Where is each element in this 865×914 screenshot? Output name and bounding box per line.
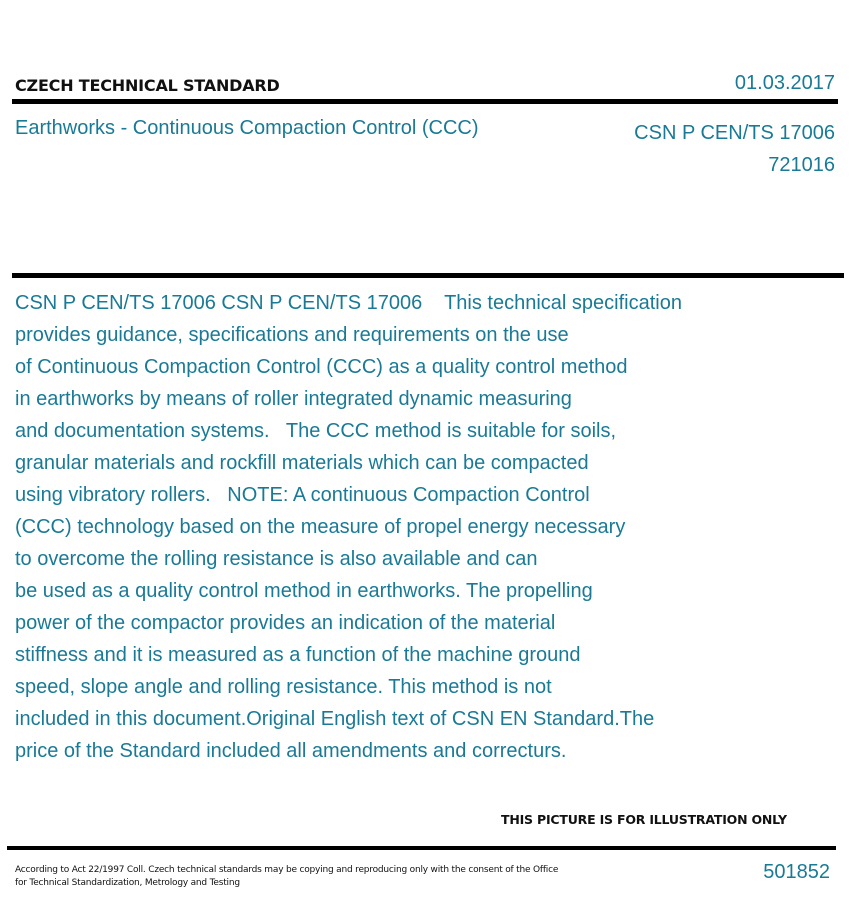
header-title: CZECH TECHNICAL STANDARD [15, 76, 280, 95]
header-date: 01.03.2017 [734, 72, 835, 94]
body-line: of Continuous Compaction Control (CCC) as a quality control method [15, 356, 628, 378]
body-text [15, 287, 745, 767]
middle-divider [12, 273, 844, 278]
footer-legal-text [15, 864, 558, 889]
body-line: and documentation systems. The CCC method is suitable for soils, [15, 420, 617, 442]
illustration-note: THIS PICTURE IS FOR ILLUSTRATION ONLY [501, 812, 787, 827]
body-line: in earthworks by means of roller integrated dynamic measuring [15, 388, 572, 410]
body-line: to overcome the rolling resistance is also available and can [15, 548, 538, 570]
body-line: using vibratory rollers. NOTE: A continuous Compaction Control [15, 484, 590, 506]
body-line: included in this document.Original English text of CSN EN Standard.The [15, 708, 655, 730]
class-code: 721016 [768, 154, 835, 176]
footer-number: 501852 [763, 861, 830, 883]
body-line: stiffness and it is measured as a function of the machine ground [15, 644, 581, 666]
body-line: speed, slope angle and rolling resistance. This method is not [15, 676, 552, 698]
document-codes [634, 117, 835, 181]
standard-code: CSN P CEN/TS 17006 [634, 122, 835, 144]
body-line: power of the compactor provides an indication of the material [15, 612, 556, 634]
top-divider [12, 99, 838, 104]
body-line: granular materials and rockfill materials which can be compacted [15, 452, 589, 474]
body-line: be used as a quality control method in earthworks. The propelling [15, 580, 593, 602]
document-title: Earthworks - Continuous Compaction Control (CCC) [15, 117, 479, 139]
body-line: price of the Standard included all amendments and correcturs. [15, 740, 567, 762]
body-line: provides guidance, specifications and requirements on the use [15, 324, 569, 346]
footer-legal-line: for Technical Standardization, Metrology and Testing [15, 877, 240, 888]
body-line: (CCC) technology based on the measure of propel energy necessary [15, 516, 626, 538]
body-line: CSN P CEN/TS 17006 CSN P CEN/TS 17006 This technical specification [15, 292, 682, 314]
footer-legal-line: According to Act 22/1997 Coll. Czech technical standards may be copying and reproducing only with the consent of the Office [15, 865, 559, 875]
bottom-divider [7, 846, 836, 850]
